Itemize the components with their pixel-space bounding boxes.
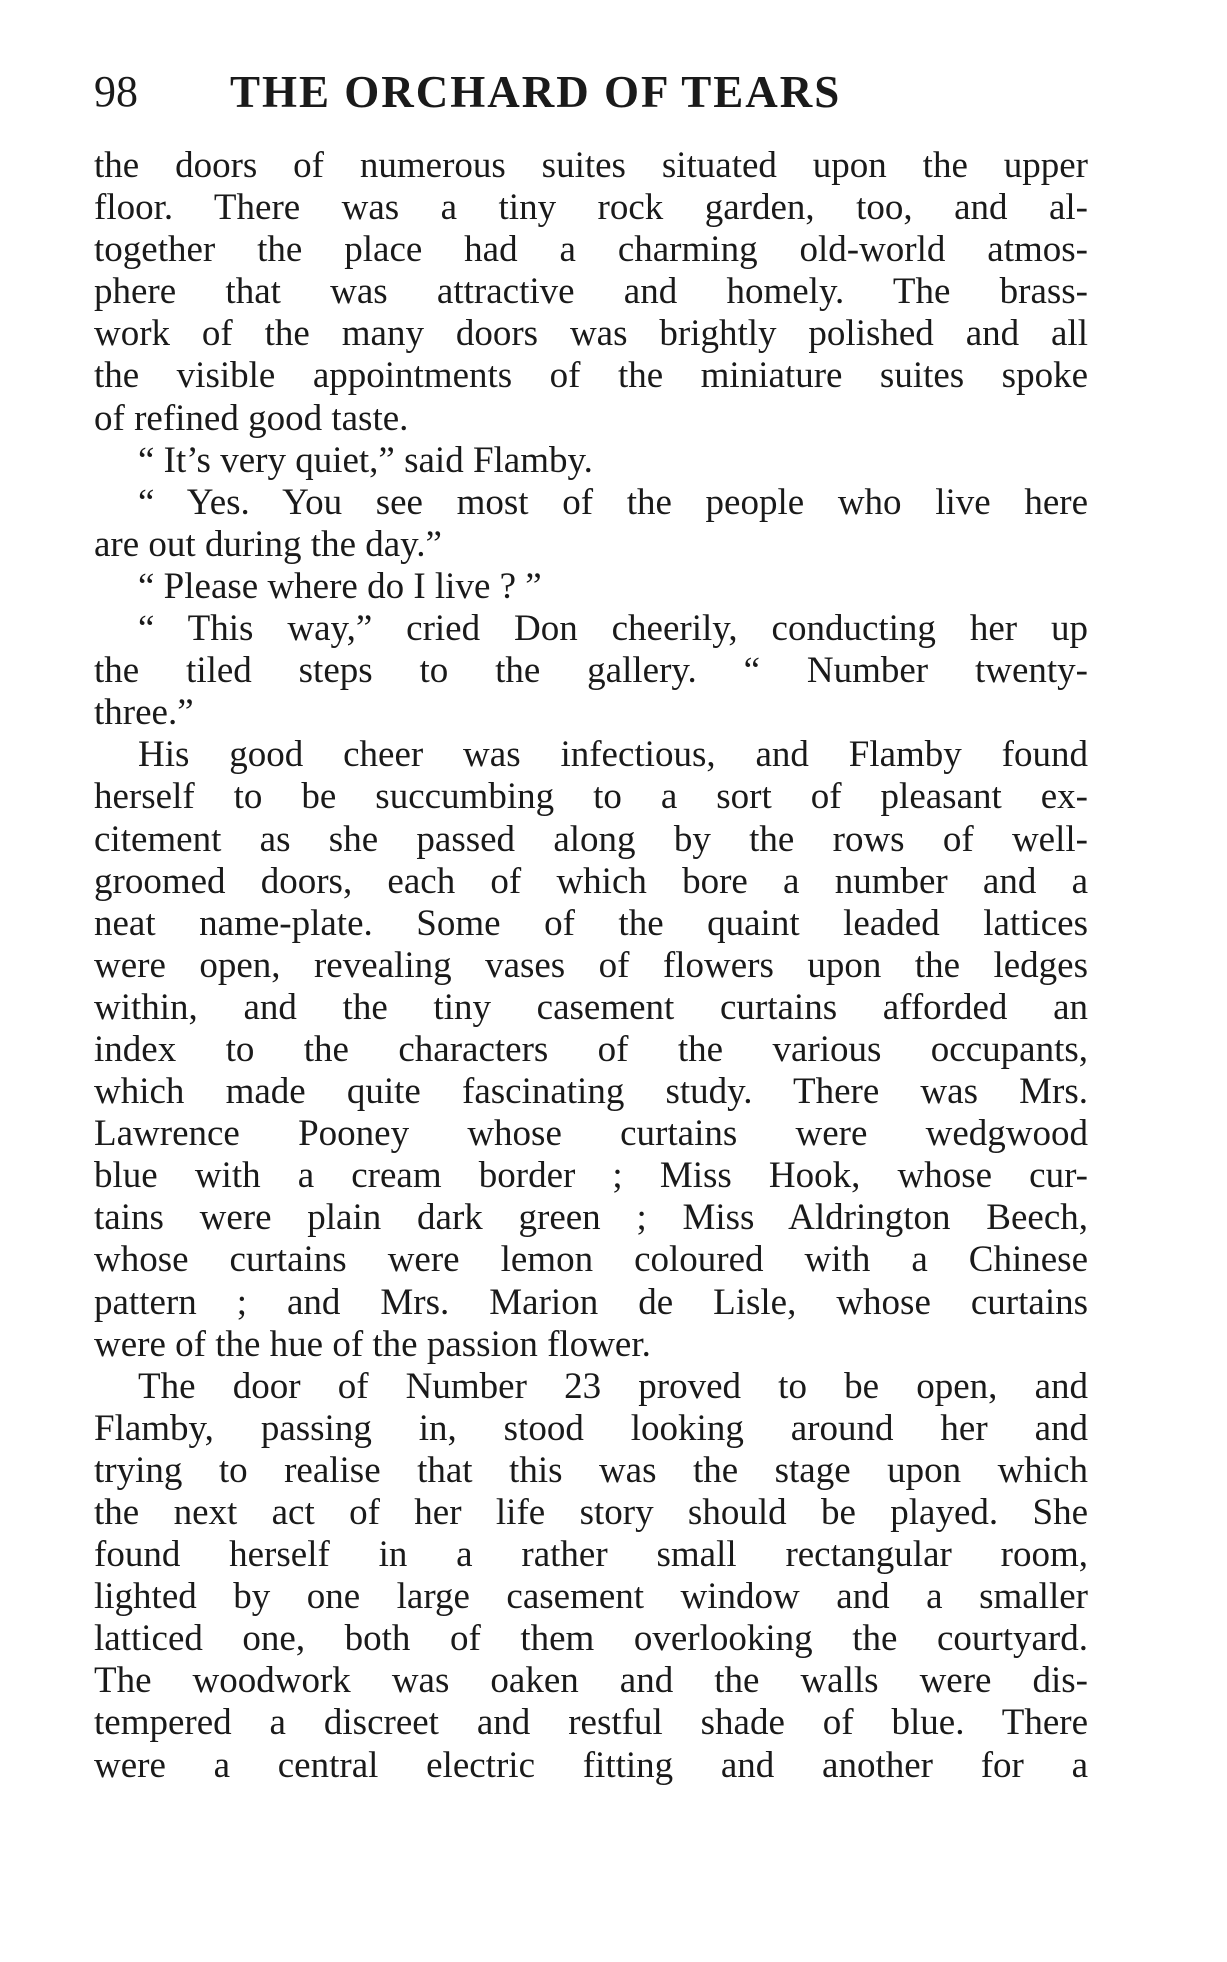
text-line: were of the hue of the passion flower. bbox=[94, 1323, 651, 1365]
text-line: were open, revealing vases of flowers upon the ledges bbox=[94, 944, 1088, 986]
text-line: Lawrence Pooney whose curtains were wedgwood bbox=[94, 1113, 1088, 1155]
text-line: of refined good taste. bbox=[94, 397, 409, 439]
text-line: were a central electric fitting and another for a bbox=[94, 1744, 1088, 1786]
text-line: phere that was attractive and homely. The brass- bbox=[94, 271, 1088, 313]
text-line: which made quite fascinating study. There was Mrs. bbox=[94, 1071, 1088, 1113]
text-line: pattern ; and Mrs. Marion de Lisle, whose curtains bbox=[94, 1281, 1088, 1323]
text-line: index to the characters of the various occupants, bbox=[94, 1028, 1088, 1070]
text-line: three.” bbox=[94, 692, 194, 734]
body-text bbox=[94, 145, 1088, 1787]
page-number: 98 bbox=[94, 67, 138, 116]
text-line: His good cheer was infectious, and Flamby found bbox=[138, 734, 1088, 776]
text-line: “ Please where do I live ? ” bbox=[138, 565, 542, 607]
text-line: tains were plain dark green ; Miss Aldrington Beech, bbox=[94, 1197, 1088, 1239]
text-line: The woodwork was oaken and the walls were dis- bbox=[94, 1660, 1088, 1702]
text-line: groomed doors, each of which bore a number and a bbox=[94, 860, 1088, 902]
text-line: herself to be succumbing to a sort of pleasant ex- bbox=[94, 776, 1088, 818]
text-line: The door of Number 23 proved to be open, and bbox=[138, 1365, 1088, 1407]
text-line: together the place had a charming old-world atmos- bbox=[94, 229, 1088, 271]
text-line: neat name-plate. Some of the quaint leaded lattices bbox=[94, 902, 1088, 944]
text-line: “ It’s very quiet,” said Flamby. bbox=[138, 439, 593, 481]
text-line: work of the many doors was brightly polished and all bbox=[94, 313, 1088, 355]
running-title: THE ORCHARD OF TEARS bbox=[230, 67, 842, 117]
text-line: whose curtains were lemon coloured with a Chinese bbox=[94, 1239, 1088, 1281]
text-line: tempered a discreet and restful shade of blue. There bbox=[94, 1702, 1088, 1744]
text-line: “ Yes. You see most of the people who live here bbox=[138, 481, 1088, 523]
text-line: blue with a cream border ; Miss Hook, whose cur- bbox=[94, 1155, 1088, 1197]
text-line: the next act of her life story should be played. She bbox=[94, 1492, 1088, 1533]
text-line: the tiled steps to the gallery. “ Number twenty- bbox=[94, 650, 1088, 692]
text-line: lighted by one large casement window and a smaller bbox=[94, 1576, 1088, 1618]
text-line: the visible appointments of the miniature suites spoke bbox=[94, 355, 1088, 397]
page-header bbox=[94, 62, 1094, 122]
text-line: trying to realise that this was the stage upon which bbox=[94, 1449, 1088, 1491]
text-line: floor. There was a tiny rock garden, too, and al- bbox=[94, 187, 1088, 229]
text-line: latticed one, both of them overlooking the courtyard. bbox=[94, 1618, 1088, 1660]
text-line: Flamby, passing in, stood looking around her and bbox=[94, 1407, 1088, 1449]
text-line: the doors of numerous suites situated upon the upper bbox=[94, 145, 1088, 186]
text-line: citement as she passed along by the rows of well- bbox=[94, 818, 1088, 860]
text-line: are out during the day.” bbox=[94, 523, 442, 565]
text-line: “ This way,” cried Don cheerily, conducting her up bbox=[138, 608, 1088, 650]
text-line: within, and the tiny casement curtains afforded an bbox=[94, 986, 1088, 1028]
text-line: found herself in a rather small rectangular room, bbox=[94, 1534, 1088, 1576]
